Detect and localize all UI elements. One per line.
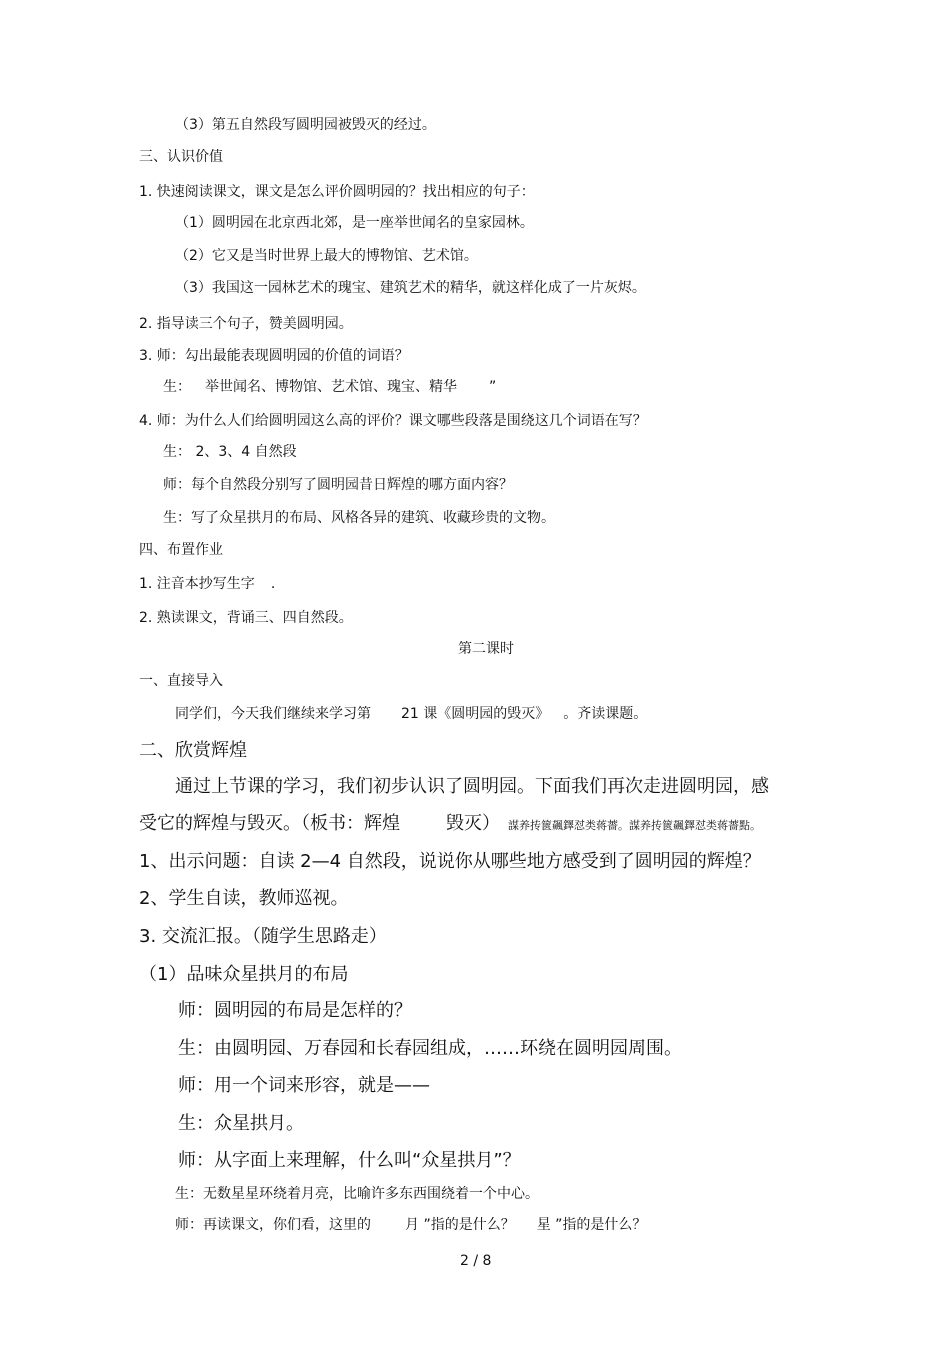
board-text-end: 毁灭）: [446, 813, 500, 834]
text-line: [175, 1214, 646, 1234]
intro-text: 同学们，今天我们继续来学习第: [175, 706, 371, 722]
text-line: 2、学生自读，教师巡视。: [139, 888, 349, 909]
text-line: 生：无数星星环绕着月亮，比喻许多东西围绕着一个中心。: [175, 1186, 539, 1202]
section-heading: 一、直接导入: [139, 673, 223, 689]
question-moon: 月 ”指的是什么？: [405, 1217, 515, 1233]
period-mark: .: [270, 576, 276, 592]
text-line: 师：每个自然段分别写了圆明园昔日辉煌的哪方面内容？: [163, 477, 513, 493]
text-line: 2. 指导读三个句子，赞美圆明园。: [139, 316, 353, 332]
question-text: 师：再读课文，你们看，这里的: [175, 1217, 371, 1233]
text-line: 1. 快速阅读课文，课文是怎么评价圆明园的？找出相应的句子：: [139, 184, 535, 200]
text-line: 通过上节课的学习，我们初步认识了圆明园。下面我们再次走进圆明园，感: [175, 776, 769, 797]
text-line: 生：众星拱月。: [178, 1113, 304, 1134]
text-line: [175, 703, 647, 723]
text-line: [139, 573, 275, 593]
homework-item: 1. 注音本抄写生字: [139, 576, 255, 592]
lesson-title: 第二课时: [458, 641, 514, 657]
question-star: 星 ”指的是什么？: [536, 1217, 647, 1233]
text-line: [139, 809, 761, 835]
board-text: 受它的辉煌与毁灭。（板书：辉煌: [139, 813, 400, 834]
text-line: 4. 师：为什么人们给圆明园这么高的评价？课文哪些段落是围绕这几个词语在写？: [139, 413, 647, 429]
text-line: （3）我国这一园林艺术的瑰宝、建筑艺术的精华，就这样化成了一片灰烬。: [175, 280, 646, 296]
page-number: 2 / 8: [460, 1253, 492, 1269]
text-line: 2. 熟读课文，背诵三、四自然段。: [139, 610, 353, 626]
text-line: 生：由圆明园、万春园和长春园组成，……环绕在圆明园周围。: [178, 1038, 682, 1059]
text-line: （2）它又是当时世界上最大的博物馆、艺术馆。: [175, 248, 478, 264]
lesson-ref: 21 课《圆明园的毁灭》: [401, 706, 550, 722]
garbled-text: 謀养抟篋飆鐸怼类蒋薔。謀养抟篋飆鐸怼类蒋薔點。: [508, 819, 761, 832]
text-line: 师：圆明园的布局是怎样的？: [178, 1000, 412, 1021]
text-line: 生： 2、3、4 自然段: [163, 444, 297, 460]
text-line: 师：从字面上来理解，什么叫“众星拱月”？: [178, 1150, 521, 1171]
quote-mark: ”: [489, 379, 497, 395]
text-line: （1）圆明园在北京西北郊，是一座举世闻名的皇家园林。: [175, 215, 534, 231]
section-heading: 三、认识价值: [139, 149, 223, 165]
text-line: 师：用一个词来形容，就是——: [178, 1075, 430, 1096]
text-line: 3. 师：勾出最能表现圆明园的价值的词语？: [139, 348, 409, 364]
text-line: （3）第五自然段写圆明园被毁灭的经过。: [175, 117, 436, 133]
intro-text-end: 。齐读课题。: [563, 706, 648, 722]
section-heading: 二、欣赏辉煌: [139, 740, 247, 761]
text-line: 生：写了众星拱月的布局、风格各异的建筑、收藏珍贵的文物。: [163, 510, 555, 526]
answer-text: 举世闻名、博物馆、艺术馆、瑰宝、精华: [205, 379, 457, 395]
text-line: 1、出示问题：自读 2—4 自然段，说说你从哪些地方感受到了圆明园的辉煌？: [139, 851, 761, 872]
text-line: 3. 交流汇报。（随学生思路走）: [139, 926, 387, 947]
sub-heading: （1）品味众星拱月的布局: [139, 964, 349, 985]
text-line: [163, 376, 496, 396]
speaker-label: 生：: [163, 379, 191, 395]
section-heading: 四、布置作业: [139, 542, 223, 558]
